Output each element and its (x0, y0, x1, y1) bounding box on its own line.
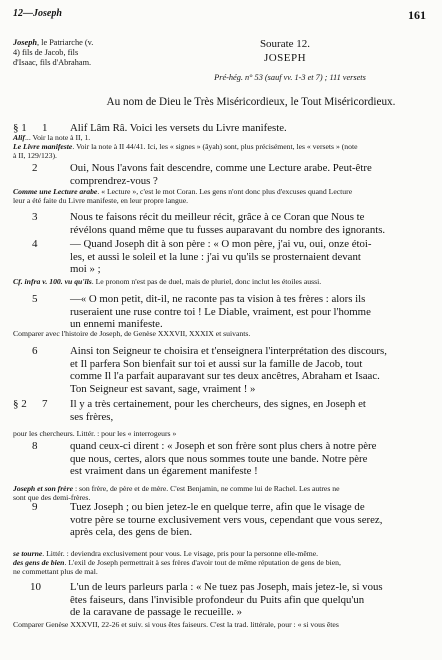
note-text: : son frère, de père et de mère. C'est Benjamin, ne comme lui de Rachel. Les autres ne (73, 484, 340, 493)
verse-line: quand ceux-ci dirent : « Joseph et son frère sont plus chers à notre père (70, 440, 377, 452)
verse-number: 9 (32, 501, 38, 513)
margin-line: Joseph, le Patriarche (v. (13, 38, 94, 47)
verse-number: 4 (32, 238, 38, 250)
verse-line: ses frères, (70, 410, 114, 423)
note-line (13, 429, 176, 438)
verse-line: est vraiment dans un égarement manifeste ! (70, 465, 258, 478)
note-term: se tourne (13, 549, 43, 558)
note-line (13, 142, 358, 151)
note-text: . « Lecture », c'est le mot Coran. Les gens n'ont donc plus d'excuses quand Lecture (97, 187, 353, 196)
verse-line: de la caravane de passage le recueille. » (70, 606, 243, 619)
sura-title: JOSEPH (263, 52, 307, 64)
margin-line: 4) fils de Jacob, fils (13, 48, 79, 57)
note-text: ... Voir la note à II, 1. (24, 133, 91, 142)
verse-line: les, et aussi le soleil et la lune : j'ai vu qu'ils se prosternaient devant (70, 250, 361, 263)
verse-line: Nous te faisons récit du meilleur récit, grâce à ce Coran que Nous te (70, 211, 365, 223)
note-line (13, 329, 250, 338)
bismillah: Au nom de Dieu le Très Miséricordieux, le Tout Miséricordieux. (106, 96, 396, 108)
note-line (13, 549, 318, 558)
verse-number: 8 (32, 440, 38, 452)
verse-number: 3 (32, 211, 38, 223)
verse-line: comme Il l'a parfait auparavant sur tes deux ancêtres, Abraham et Isaac. (70, 370, 380, 383)
note-line (13, 151, 57, 160)
section-marker: § 2 (13, 398, 27, 410)
verse-line: que nous, certes, alors que nous sommes toute une bande. Notre père (70, 452, 368, 465)
verse-line: et Il parfera Son bienfait sur toi et aussi sur la famille de Jacob, tout (70, 357, 363, 370)
note-line (13, 277, 321, 286)
note-term: Joseph et son frère (13, 484, 74, 493)
note-line (13, 620, 339, 629)
verse-line: Ainsi ton Seigneur te choisira et t'enseignera l'interprétation des discours, (70, 345, 387, 357)
verse-line: ruseraient une ruse contre toi ! Le Diable, vraiment, est pour l'homme (70, 305, 371, 318)
note-term: Cf. infra v. 100. vu qu'ils (13, 277, 92, 286)
verse-number: 7 (42, 398, 48, 410)
verse-line: L'un de leurs parleurs parla : « Ne tuez pas Joseph, mais jetez-le, si vous (70, 581, 383, 593)
note-text: pour les chercheurs. Littér. : pour les « interrogeurs » (13, 429, 177, 438)
note-text: . Voir la note à II 44/41. Ici, les « signes » (âyah) sont, plus précisément, les « versets » (note (72, 142, 358, 152)
verse-line: Il y a très certainement, pour les chercheurs, des signes, en Joseph et (70, 398, 366, 410)
margin-block (13, 38, 93, 68)
note-term: Comme une Lecture arabe (13, 187, 98, 196)
note-term: Alif (13, 133, 25, 142)
running-head: 12—Joseph (13, 8, 62, 19)
note-line (13, 567, 98, 576)
verse-number: 10 (30, 581, 41, 593)
verse-line: —« O mon petit, dit-il, ne raconte pas ta vision à tes frères : alors ils (70, 293, 366, 305)
sura-meta: Pré-hég. n° 53 (sauf vv. 1-3 et 7) ; 111 versets (214, 73, 366, 82)
note-line (13, 187, 352, 196)
page-number: 161 (408, 8, 426, 22)
note-text: . Le pronom n'est pas de duel, mais de pluriel, donc inclut les étoiles aussi. (91, 277, 322, 286)
verse-line: votre père se tourne exclusivement vers vous, cependant que vous serez, (70, 513, 383, 526)
verse-line: comprendrez-vous ? (70, 174, 158, 187)
note-term: Le Livre manifeste (13, 142, 73, 152)
note-term: des gens de bien (13, 558, 65, 568)
note-line (13, 196, 188, 205)
verse-line: moi » ; (70, 263, 101, 276)
verse-number: 1 (42, 122, 48, 134)
verse-line: Oui, Nous l'avons fait descendre, comme une Lecture arabe. Peut-être (70, 162, 372, 174)
verse-line: après cela, des gens de bien. (70, 526, 193, 539)
verse-line: êtes faiseurs, dans l'invisible profondeur du Puits afin que quelqu'un (70, 593, 365, 606)
verse-number: 5 (32, 293, 38, 305)
note-text: sont que des demi-frères. (13, 493, 91, 503)
section-marker: § 1 (13, 122, 27, 134)
verse-line: Ton Seigneur est savant, sage, vraiment ! » (70, 382, 256, 395)
note-line (13, 133, 90, 142)
note-text: Comparer avec l'histoire de Joseph, de Genèse XXXVII, XXXIX et suivants. (13, 329, 251, 338)
verse-line: révélons quand même que tu fusses auparavant du nombre des ignorants. (70, 223, 386, 236)
verse-line: — Quand Joseph dit à son père : « O mon père, j'ai vu, oui, onze étoi- (70, 238, 372, 250)
note-text: Comparer Genèse XXXVII, 22-26 et suiv. si vous êtes faiseurs. C'est la trad. littérale, pour : « si vous êtes (13, 620, 339, 629)
note-text: à II, 129/123). (13, 151, 57, 161)
note-text: leur a été faite du Livre manifeste, en leur propre langue. (13, 196, 189, 206)
note-text: ne commettant plus de mal. (13, 567, 98, 577)
note-text: . Littér. : deviendra exclusivement pour vous. Le visage, pris pour la personne elle-même. (42, 549, 319, 558)
margin-line: d'Isaac, fils d'Abraham. (13, 58, 92, 67)
verse-line: un ennemi manifeste. (70, 318, 163, 331)
verse-number: 2 (32, 162, 38, 174)
note-line (13, 558, 341, 567)
verse-line: Alif Lâm Râ. Voici les versets du Livre manifeste. (70, 122, 287, 134)
note-text: . L'exil de Joseph permettrait à ses frères d'avoir tout de même réputation de gens de bien, (64, 558, 341, 568)
sura-number: Sourate 12. (259, 38, 311, 50)
verse-line: Tuez Joseph ; ou bien jetez-le en quelque terre, afin que le visage de (70, 501, 365, 513)
verse-number: 6 (32, 345, 38, 357)
note-line (13, 484, 340, 493)
